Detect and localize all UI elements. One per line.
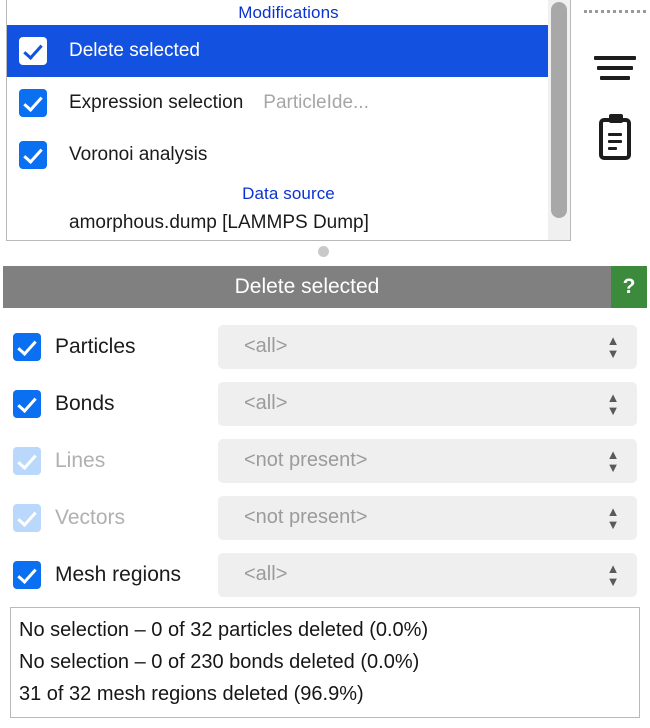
bonds-checkbox[interactable] <box>13 390 41 418</box>
panel-title-bar <box>3 266 647 308</box>
help-button[interactable]: ? <box>611 266 647 308</box>
status-line: No selection – 0 of 32 particles deleted (0.0%) <box>19 619 429 641</box>
param-left-particles <box>0 333 218 361</box>
particles-select[interactable] <box>218 325 637 369</box>
pipeline-item-checkbox[interactable] <box>19 89 47 117</box>
param-row-vectors <box>0 489 650 546</box>
pipeline-item-delete-selected[interactable] <box>7 25 570 77</box>
status-line: 31 of 32 mesh regions deleted (96.9%) <box>19 683 364 705</box>
pipeline-area <box>0 0 650 243</box>
chevron-updown-icon: ▲ ▼ <box>606 389 620 418</box>
bonds-select-value: <all> <box>244 392 288 414</box>
vectors-checkbox <box>13 504 41 532</box>
pipeline-list[interactable] <box>6 0 571 241</box>
mesh-regions-label: Mesh regions <box>55 562 182 586</box>
vectors-label: Vectors <box>55 505 126 529</box>
bonds-label: Bonds <box>55 391 115 415</box>
panel-title: Delete selected <box>3 266 611 308</box>
lines-checkbox <box>13 447 41 475</box>
particles-label: Particles <box>55 334 136 358</box>
bonds-select[interactable] <box>218 382 637 426</box>
toolbar-drag-handle[interactable] <box>584 10 646 16</box>
param-row-particles <box>0 318 650 375</box>
param-left-mesh-regions <box>0 561 218 589</box>
param-left-lines <box>0 447 218 475</box>
data-source-header: Data source <box>242 184 335 203</box>
pipeline-item-voronoi-analysis[interactable] <box>7 129 570 181</box>
hamburger-menu-icon[interactable] <box>586 42 642 98</box>
param-row-bonds <box>0 375 650 432</box>
pipeline-item-expression-selection[interactable] <box>7 77 570 129</box>
mesh-regions-checkbox[interactable] <box>13 561 41 589</box>
pipeline-item-checkbox[interactable] <box>19 37 47 65</box>
param-left-vectors <box>0 504 218 532</box>
data-source-item[interactable]: amorphous.dump [LAMMPS Dump] <box>69 212 369 233</box>
pipeline-item-label: Voronoi analysis <box>69 144 208 165</box>
particles-checkbox[interactable] <box>13 333 41 361</box>
param-left-bonds <box>0 390 218 418</box>
splitter-handle-dot[interactable] <box>318 246 329 257</box>
status-box <box>10 607 640 718</box>
pipeline-scrollbar-thumb[interactable] <box>551 2 567 218</box>
chevron-updown-icon: ▲ ▼ <box>606 503 620 532</box>
mesh-regions-select[interactable] <box>218 553 637 597</box>
vectors-select <box>218 496 637 540</box>
chevron-updown-icon: ▲ ▼ <box>606 332 620 361</box>
clipboard-icon[interactable] <box>586 112 642 168</box>
param-row-lines <box>0 432 650 489</box>
chevron-updown-icon: ▲ ▼ <box>606 446 620 475</box>
pipeline-scrollbar[interactable] <box>548 0 570 241</box>
side-toolbar <box>580 0 646 243</box>
status-line: No selection – 0 of 230 bonds deleted (0.0%) <box>19 651 420 673</box>
mesh-regions-select-value: <all> <box>244 563 288 585</box>
lines-select <box>218 439 637 483</box>
lines-select-value: <not present> <box>244 449 368 471</box>
particles-select-value: <all> <box>244 335 288 357</box>
parameter-list <box>0 318 650 603</box>
vectors-select-value: <not present> <box>244 506 368 528</box>
panel-splitter[interactable] <box>0 243 650 261</box>
lines-label: Lines <box>55 448 106 472</box>
chevron-updown-icon: ▲ ▼ <box>606 560 620 589</box>
pipeline-item-label: Delete selected <box>69 40 200 61</box>
modifications-header: Modifications <box>238 3 339 22</box>
param-row-mesh-regions <box>0 546 650 603</box>
pipeline-item-checkbox[interactable] <box>19 141 47 169</box>
pipeline-item-detail: ParticleIde... <box>263 92 369 113</box>
pipeline-item-label: Expression selection <box>69 92 244 113</box>
